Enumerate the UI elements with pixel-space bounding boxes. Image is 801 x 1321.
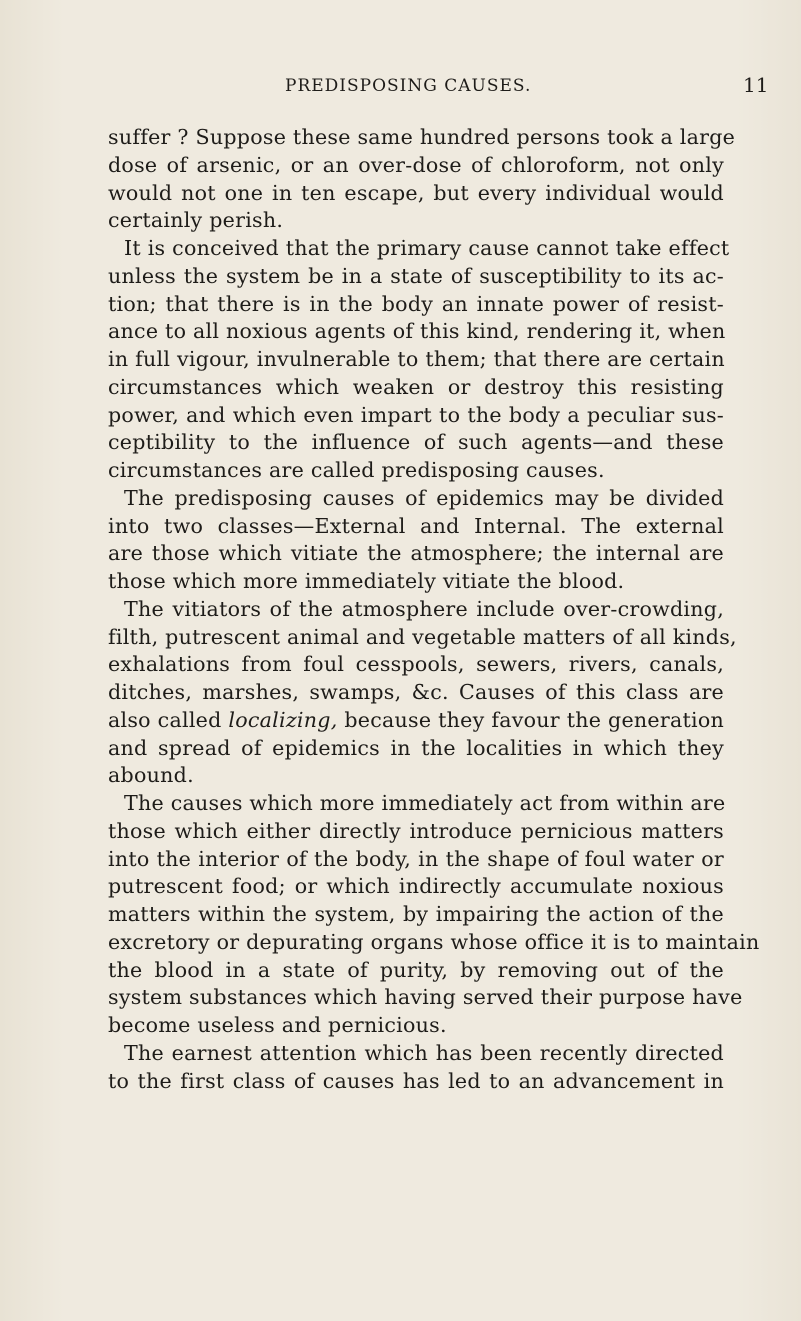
page-number: 11 [743, 73, 769, 97]
text-line: circumstances which weaken or destroy this resisting [108, 374, 724, 399]
text-line: into the interior of the body, in the shape of foul water or [108, 846, 724, 871]
text-line: system substances which having served their purpose have [108, 985, 743, 1010]
text-line [108, 707, 724, 735]
italic-term: localizing, [228, 707, 338, 732]
text-line: are those which vitiate the atmosphere; the internal are [108, 541, 724, 566]
text-line: those which more immediately vitiate the blood. [108, 569, 625, 593]
text-line: ceptibility to the influence of such agents—and these [108, 430, 724, 455]
text-line: circumstances are called predisposing causes. [108, 458, 605, 482]
text-line: unless the system be in a state of susceptibility to its ac- [108, 263, 724, 288]
text-line: The earnest attention which has been recently directed [124, 1040, 724, 1065]
text-line: would not one in ten escape, but every individual would [108, 180, 724, 205]
text-line: The vitiators of the atmosphere include over-crowding, [124, 596, 724, 621]
text-line: putrescent food; or which indirectly accumulate noxious [108, 874, 724, 899]
text-line: tion; that there is in the body an innate power of resist- [108, 291, 724, 316]
text-line: excretory or depurating organs whose office it is to maintain [108, 929, 760, 954]
text-line: power, and which even impart to the body a peculiar sus- [108, 402, 724, 427]
text-line: The predisposing causes of epidemics may be divided [124, 485, 724, 510]
text-line: and spread of epidemics in the localities in which they [108, 735, 724, 760]
running-title: PREDISPOSING CAUSES. [285, 76, 532, 96]
text-line: to the first class of causes has led to an advancement in [108, 1068, 724, 1093]
text-line: ditches, marshes, swamps, &c. Causes of this class are [108, 680, 724, 704]
text-line: the blood in a state of purity, by removing out of the [108, 957, 724, 982]
text-line: certainly perish. [108, 208, 284, 233]
text-line: filth, putrescent animal and vegetable matters of all kinds, [108, 624, 737, 649]
text-run: because they favour the generation [337, 707, 724, 732]
text-line: exhalations from foul cesspools, sewers, rivers, canals, [108, 652, 724, 677]
text-line: matters within the system, by impairing the action of the [108, 902, 724, 926]
text-line: into two classes—External and Internal. The external [108, 513, 724, 538]
body-text [108, 124, 760, 1095]
text-line: in full vigour, invulnerable to them; that there are certain [108, 347, 725, 371]
text-line: The causes which more immediately act from within are [124, 791, 726, 815]
text-line: ance to all noxious agents of this kind, rendering it, when [108, 319, 726, 344]
text-line: It is conceived that the primary cause cannot take effect [124, 236, 730, 260]
text-line: suffer ? Suppose these same hundred persons took a large [108, 125, 736, 149]
text-line: those which either directly introduce pernicious matters [108, 818, 724, 843]
text-line: become useless and pernicious. [108, 1013, 447, 1037]
text-run: also called [108, 707, 229, 732]
text-line: abound. [108, 763, 194, 788]
text-line: dose of arsenic, or an over-dose of chloroform, not only [108, 152, 724, 177]
